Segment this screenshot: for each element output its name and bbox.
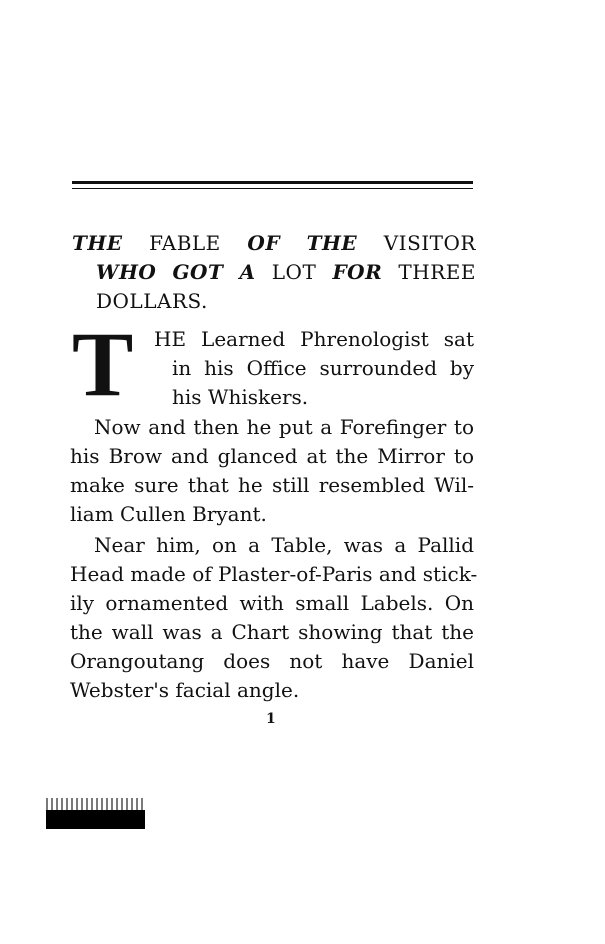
header-rule-thick	[72, 181, 473, 184]
title-word: FABLE	[149, 231, 221, 255]
text-line: in his Office surrounded by	[172, 356, 474, 380]
text-line: his Brow and glanced at the Mirror to	[70, 444, 474, 468]
title-word: OF	[247, 231, 281, 255]
title-word: DOLLARS.	[96, 289, 208, 313]
text-line: liam Cullen Bryant.	[70, 502, 267, 526]
text-line: his Whiskers.	[172, 385, 309, 409]
title-line-3	[72, 287, 476, 316]
text-line: HE Learned Phrenologist sat	[154, 327, 474, 351]
text-line: Webster's facial angle.	[70, 678, 300, 702]
paragraph-2	[70, 413, 474, 529]
title-word: VISITOR	[383, 231, 476, 255]
text-line: Orangoutang does not have Daniel	[70, 649, 474, 673]
paragraph-3	[70, 531, 478, 705]
title-word: FOR	[332, 260, 383, 284]
text-line: the wall was a Chart showing that the	[70, 620, 474, 644]
title-word: THE	[306, 231, 358, 255]
title-word: LOT	[271, 260, 317, 284]
scan-artifact	[46, 798, 145, 810]
drop-cap: T	[72, 313, 134, 415]
title-line-2	[72, 258, 476, 287]
title-word: WHO	[96, 260, 157, 284]
scan-artifact	[46, 810, 145, 829]
header-rule-thin	[72, 188, 473, 189]
title-word: GOT	[172, 260, 224, 284]
text-line: Near him, on a Table, was a Pallid	[94, 533, 474, 557]
title-word: A	[239, 260, 256, 284]
page-number: 1	[266, 711, 276, 727]
text-line: Head made of Plaster-of-Paris and stick-	[70, 562, 478, 586]
text-line: ily ornamented with small Labels. On	[70, 591, 474, 615]
fable-title	[72, 229, 476, 316]
title-line-1	[72, 229, 476, 258]
title-word: THREE	[398, 260, 476, 284]
paragraph-1	[154, 325, 474, 412]
text-line: make sure that he still resembled Wil-	[70, 473, 474, 497]
title-word: THE	[72, 231, 123, 255]
text-line: Now and then he put a Forefinger to	[94, 415, 474, 439]
